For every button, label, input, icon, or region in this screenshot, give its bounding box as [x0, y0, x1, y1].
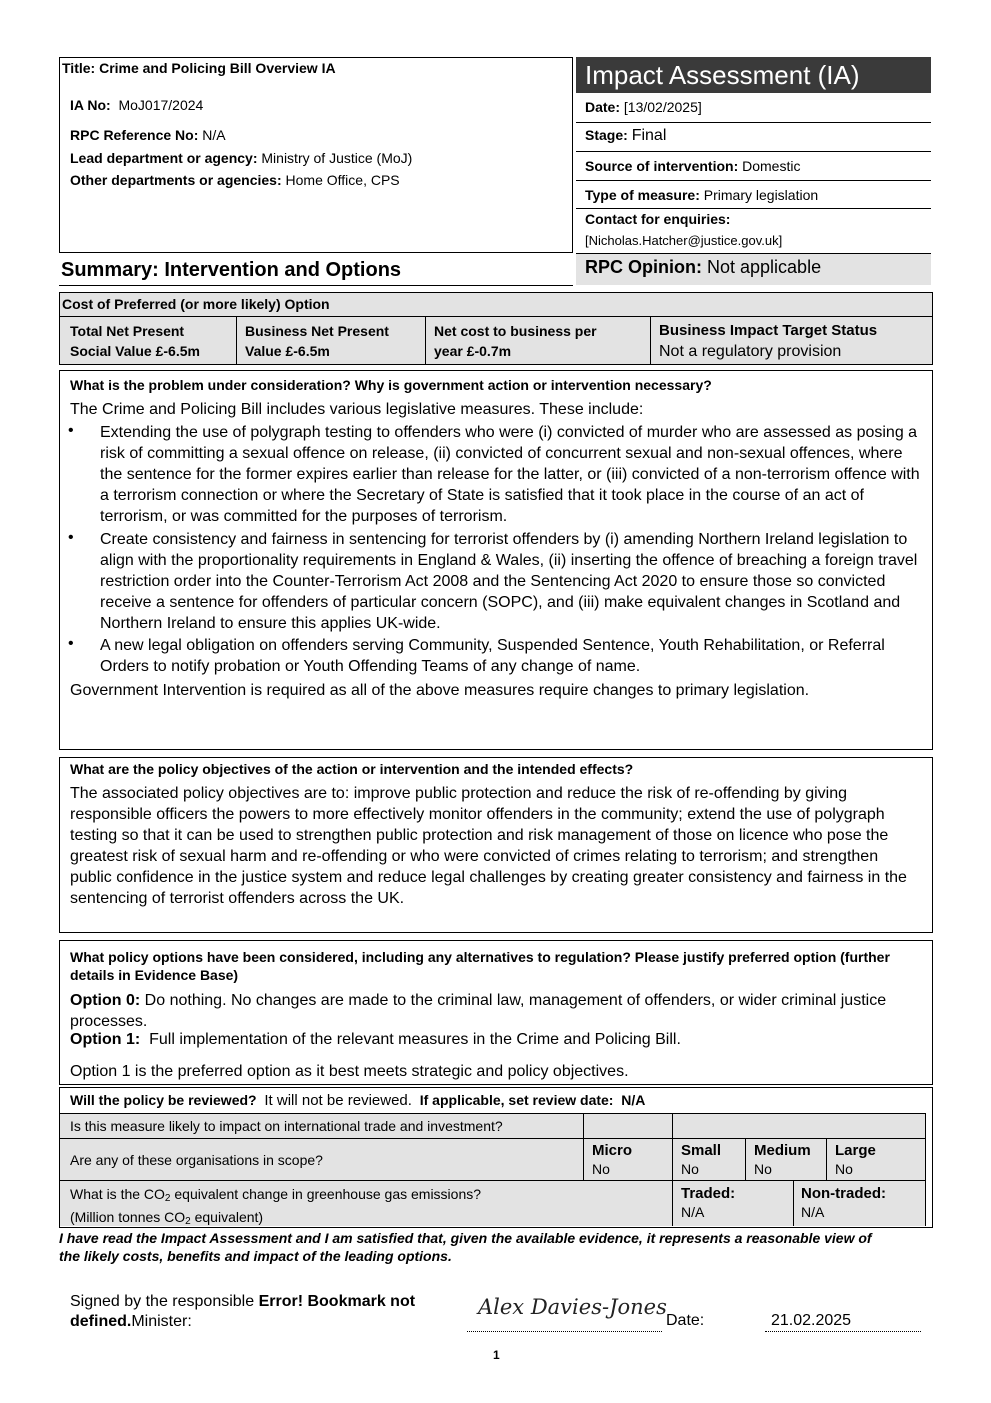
lead-department-label: Lead department or agency:	[70, 150, 258, 166]
ia-stage	[585, 127, 666, 145]
divider	[576, 122, 931, 123]
type-of-measure	[585, 187, 818, 203]
bullet-1-marker: •	[68, 422, 74, 439]
review-line	[70, 1092, 645, 1109]
ia-date	[585, 99, 702, 115]
bnpv-line1: Business Net Present	[245, 323, 389, 339]
non-traded-value: N/A	[801, 1204, 825, 1220]
other-departments-value: Home Office, CPS	[285, 172, 400, 188]
problem-box	[59, 370, 933, 750]
co2-q1-post: equivalent change in greenhouse gas emissions?	[170, 1186, 482, 1202]
options-box	[59, 940, 933, 1085]
ia-heading-bar	[576, 57, 931, 93]
page-number: 1	[493, 1348, 500, 1362]
orgs-question: Are any of these organisations in scope?	[70, 1152, 323, 1168]
signature-line	[467, 1331, 662, 1332]
objectives-text: The associated policy objectives are to: improve public protection and reduce the risk of re-offending by giving responsible officers the powers to more effectively monitor offenders in the community; extend the use of polygraph testing so that it can be used to strengthen public protection and risk management of those on licence who pose the greatest risk of sexual harm and re-offending or who were convicted of crimes relating to terrorism; and strengthen public confidence in the justice system and reduce legal challenges by creating greater consistency and fairness in the sentencing of terrorist offenders across the UK.	[70, 785, 907, 907]
bookmark-error-2: defined.	[70, 1313, 132, 1330]
divider	[236, 316, 237, 364]
npsv-line2: Social Value £-6.5m	[70, 343, 200, 359]
divider	[826, 1138, 827, 1180]
source-of-intervention	[585, 158, 800, 174]
rpc-reference	[70, 127, 226, 143]
ia-number	[70, 97, 203, 113]
trade-question: Is this measure likely to impact on international trade and investment?	[70, 1118, 503, 1134]
declaration-text: I have read the Impact Assessment and I am satisfied that, given the available evidence, it represents a reasonable view of the likely costs, benefits and impact of the leading options.	[59, 1230, 872, 1264]
ia-number-label: IA No:	[70, 97, 111, 113]
divider	[576, 180, 931, 181]
contact-label: Contact for enquiries:	[585, 211, 731, 227]
problem-intro: The Crime and Policing Bill includes various legislative measures. These include:	[70, 401, 644, 418]
bnpv-line2: Value £-6.5m	[245, 343, 330, 359]
co2-question	[70, 1185, 481, 1231]
rpc-opinion	[585, 257, 821, 278]
micro-label: Micro	[592, 1142, 633, 1159]
divider	[650, 316, 651, 364]
lead-department-value: Ministry of Justice (MoJ)	[261, 150, 413, 166]
non-traded-cell	[801, 1185, 886, 1221]
rpc-opinion-value: Not applicable	[707, 257, 822, 277]
problem-conclusion: Government Intervention is required as all of the above measures require changes to primary legislation.	[70, 682, 810, 699]
document-title: Title: Crime and Policing Bill Overview IA	[62, 60, 336, 76]
divider	[672, 1113, 673, 1226]
small-cell	[681, 1142, 721, 1178]
npsv-cell	[70, 321, 200, 361]
minister-signature: Alex Davies-Jones	[478, 1295, 667, 1319]
micro-value: No	[592, 1161, 610, 1177]
divider	[745, 1138, 746, 1180]
measure-label: Type of measure:	[585, 187, 700, 203]
bookmark-error-1: Error! Bookmark not	[258, 1293, 416, 1310]
ia-number-value: MoJ017/2024	[118, 97, 204, 113]
small-value: No	[681, 1161, 699, 1177]
source-value: Domestic	[742, 158, 801, 174]
source-label: Source of intervention:	[585, 158, 739, 174]
contact-email[interactable]: [Nicholas.Hatcher@justice.gov.uk]	[585, 233, 783, 248]
ia-stage-label: Stage:	[585, 127, 628, 143]
traded-cell	[681, 1185, 735, 1221]
co2-q2-pre: (Million tonnes CO	[70, 1209, 186, 1225]
cost-heading: Cost of Preferred (or more likely) Option	[62, 296, 330, 312]
option-1-label: Option 1:	[70, 1031, 141, 1048]
review-date-label: If applicable, set review date:	[419, 1092, 614, 1108]
small-label: Small	[681, 1142, 722, 1159]
co2-question-line2	[70, 1208, 481, 1231]
signed-line2	[70, 1312, 415, 1332]
npsv-line1: Total Net Present	[70, 323, 185, 339]
rpc-reference-label: RPC Reference No:	[70, 127, 199, 143]
objectives-box	[59, 757, 933, 933]
bullet-2-marker: •	[68, 529, 74, 546]
lead-department	[70, 150, 412, 166]
medium-value: No	[754, 1161, 772, 1177]
signed-pre: Signed by the responsible	[70, 1293, 259, 1310]
bit-label: Business Impact Target Status	[659, 322, 878, 339]
non-traded-label: Non-traded:	[801, 1185, 886, 1202]
measure-value: Primary legislation	[703, 187, 819, 203]
option-1	[70, 1031, 681, 1049]
large-label: Large	[835, 1142, 876, 1159]
signature-date: 21.02.2025	[771, 1312, 852, 1329]
divider	[576, 208, 931, 209]
medium-label: Medium	[754, 1142, 811, 1159]
option-1-text: Full implementation of the relevant measures in the Crime and Policing Bill.	[149, 1031, 681, 1048]
options-question: What policy options have been considered, including any alternatives to regulation? Please justify preferred option (further details in Evidence Base)	[70, 949, 890, 983]
traded-label: Traded:	[681, 1185, 736, 1202]
divider	[583, 1113, 584, 1180]
ia-heading: Impact Assessment (IA)	[585, 60, 860, 90]
net-cost-line2: year £-0.7m	[434, 343, 512, 359]
large-cell	[835, 1142, 876, 1178]
review-answer: It will not be reviewed.	[264, 1092, 412, 1109]
net-cost-line1: Net cost to business per	[434, 323, 597, 339]
divider	[793, 1180, 794, 1226]
other-departments	[70, 172, 400, 188]
bit-value: Not a regulatory provision	[659, 343, 842, 360]
bullet-1: Extending the use of polygraph testing to offenders who were (i) convicted of murder who are assessed as posing a risk of committing a sexual offence on release, (ii) convicted of concurrent sexual and non-sexual offences, where the sentence for the former expires earlier than release for the latter, or (iii) convicted of a non-terrorism offence with a terrorism connection or where the Secretary of State is satisfied that it took place in the course of an act of terrorism, or was committed for the purposes of terrorism.	[100, 424, 920, 525]
rpc-reference-value: N/A	[202, 127, 226, 143]
other-departments-label: Other departments or agencies:	[70, 172, 282, 188]
bullet-2: Create consistency and fairness in sentencing for terrorist offenders by (i) amending Northern Ireland legislation to align with the proportionality requirements in England & Wales, (ii) inserting the offence of breaching a foreign travel restriction order into the Counter-Terrorism Act 2008 and the Sentencing Act 2020 to ensure those so convicted receive a sentence for offenders of particular concern (SOPC), and (iii) make equivalent changes in Scotland and Northern Ireland to ensure this applies UK-wide.	[100, 531, 918, 632]
bnpv-cell	[245, 321, 389, 361]
objectives-question: What are the policy objectives of the action or intervention and the intended effects?	[70, 761, 634, 777]
ia-stage-value: Final	[631, 127, 667, 144]
ia-date-value: [13/02/2025]	[623, 99, 702, 115]
co2-q2-post: equivalent)	[190, 1209, 264, 1225]
date-label: Date:	[666, 1312, 705, 1329]
date-line	[765, 1331, 921, 1332]
option-0-text: Do nothing. No changes are made to the criminal law, management of offenders, or wider criminal justice processes.	[70, 992, 887, 1030]
medium-cell	[754, 1142, 811, 1178]
option-0-label: Option 0:	[70, 992, 141, 1009]
traded-value: N/A	[681, 1204, 705, 1220]
preferred-option: Option 1 is the preferred option as it best meets strategic and policy objectives.	[70, 1063, 629, 1080]
bullet-3: A new legal obligation on offenders serving Community, Suspended Sentence, Youth Rehabilitation, or Referral Orders to notify probation or Youth Offending Teams of any change of name.	[100, 637, 885, 675]
net-cost-cell	[434, 321, 597, 361]
signed-post: Minister:	[131, 1313, 192, 1330]
divider	[576, 151, 931, 152]
bit-cell	[659, 320, 877, 362]
micro-cell	[592, 1142, 632, 1178]
review-question: Will the policy be reviewed?	[70, 1092, 257, 1108]
co2-subscript: 2	[164, 1193, 171, 1204]
ia-date-label: Date:	[585, 99, 621, 115]
review-date-value: N/A	[621, 1092, 646, 1108]
option-0	[70, 990, 912, 1032]
signed-line1	[70, 1292, 415, 1312]
large-value: No	[835, 1161, 853, 1177]
signed-by	[70, 1292, 415, 1332]
bullet-3-marker: •	[68, 635, 74, 652]
summary-heading: Summary: Intervention and Options	[61, 259, 402, 281]
co2-subscript: 2	[185, 1216, 191, 1227]
divider	[425, 316, 426, 364]
problem-question: What is the problem under consideration? Why is government action or intervention necessary?	[70, 377, 712, 393]
rpc-opinion-label: RPC Opinion:	[585, 257, 702, 277]
co2-question-line1	[70, 1185, 481, 1208]
summary-underline	[59, 285, 573, 286]
co2-q1-pre: What is the CO	[70, 1186, 165, 1202]
